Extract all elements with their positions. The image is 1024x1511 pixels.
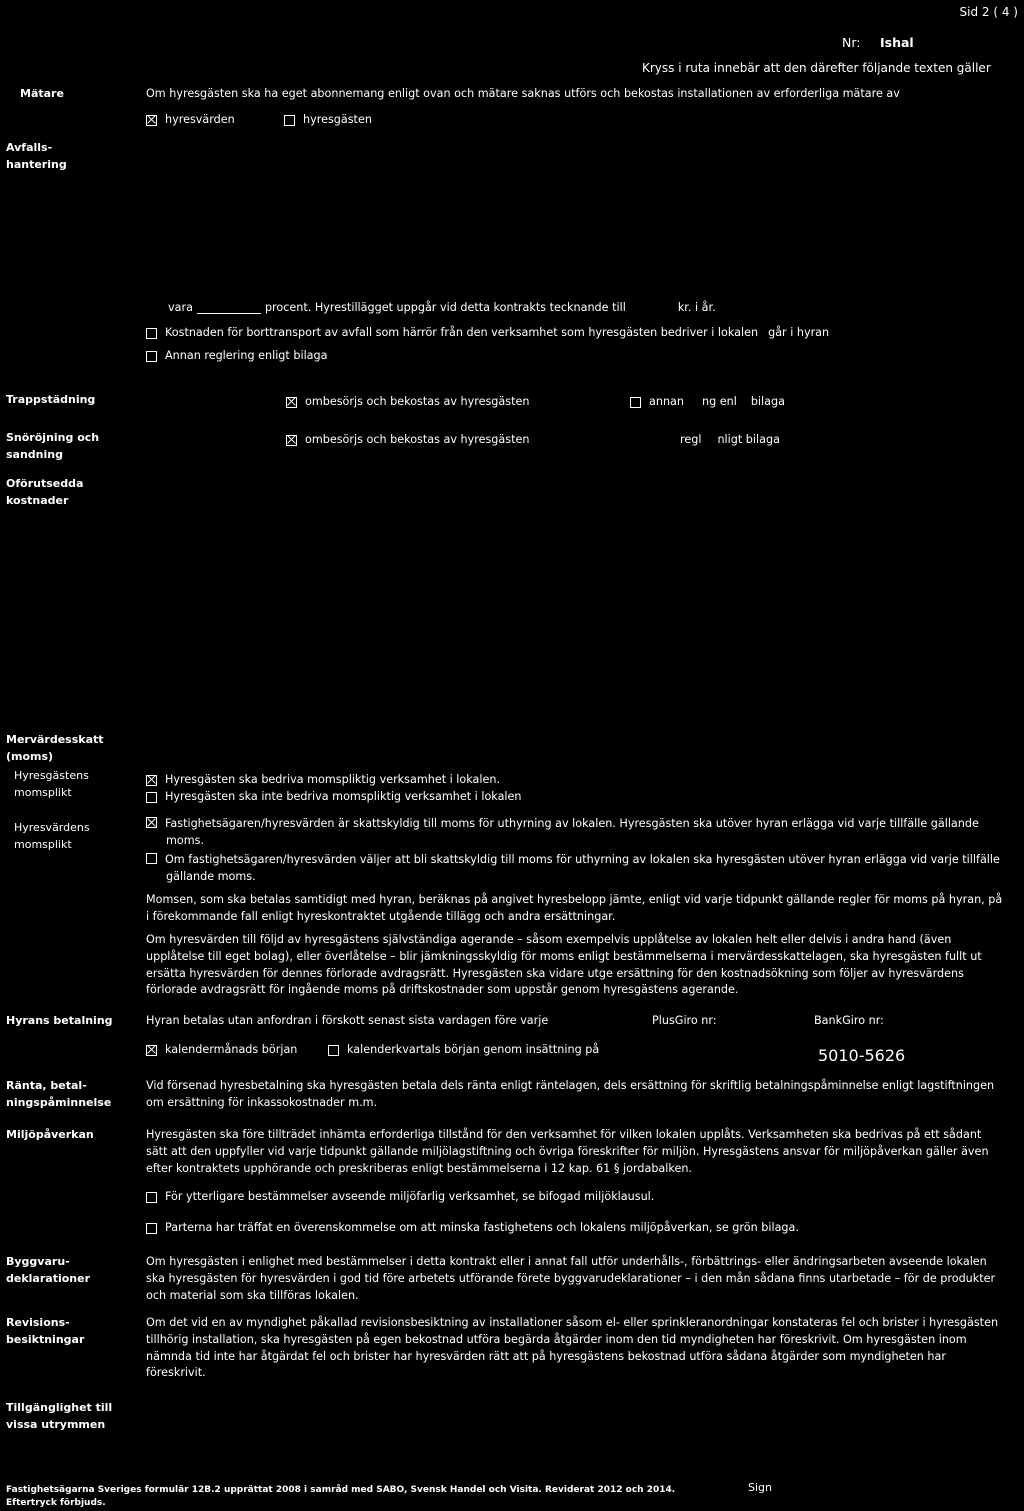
waste-percent-text: procent. Hyrestillägget uppgår vid detta kontrakts tecknande till [264,301,626,314]
vat-tenant-opt2-label: Hyresgästen ska inte bedriva momspliktig verksamhet i lokalen [165,790,522,803]
footer-copy: Eftertryck förbjuds. [6,1498,106,1508]
environment-opt1-checkbox[interactable] [146,1192,157,1203]
unforeseen-label: Oförutsedda kostnader [6,477,84,507]
vat-label: Mervärdesskatt (moms) [6,733,104,763]
environment-label: Miljöpåverkan [6,1128,94,1141]
environment-text: Hyresgästen ska före tillträdet inhämta erforderliga tillstånd för den verksamhet för vilken lokalen upplåts. Verksamheten ska bedrivas på ett sådant sätt att den uppfyller vid varje tidpunkt gällande miljölagstiftning och övriga föreskrifter för miljön. Hyresgästens ansvar för miljöpåverkan gäller även efter kontraktets upphörande och preskriberas enligt bestämmelserna i 12 kap. 61 § jordabalken. [146,1128,989,1175]
bankgiro-label: BankGiro nr: [814,1014,884,1027]
waste-other-label: Annan reglering enligt bilaga [165,349,328,362]
vat-landlord-opt2-label: Om fastighetsägaren/hyresvärden väljer att bli skattskyldig till moms för uthyrning av lokalen ska hyresgästen utöver hyran erlägga vid varje tillfälle gällande moms. [165,853,1000,883]
page-number: Sid 2 ( 4 ) [959,5,1018,19]
snow-other-label: regl [680,433,702,446]
payment-month-checkbox[interactable] [146,1045,157,1056]
stairs-other-checkbox[interactable] [630,397,641,408]
footer-text: Fastighetsägarna Sveriges formulär 12B.2 upprättat 2008 i samråd med SABO, Svensk Handel och Visita. Reviderat 2012 och 2014. [6,1485,676,1495]
stairs-tenant-label: ombesörjs och bekostas av hyresgästen [305,395,530,408]
interest-text: Vid försenad hyresbetalning ska hyresgästen betala dels ränta enligt räntelagen, dels ersättning för skriftlig betalningspåminnelse enligt lagstiftningen om ersättning för inkassokostnader m.m. [146,1079,995,1109]
waste-vara: vara [168,301,193,314]
waste-cost-suffix: går i hyran [768,326,830,339]
vat-landlord-opt2 [146,852,1004,886]
inspection-text: Om det vid en av myndighet påkallad revisionsbesiktning av installationer såsom el- eller sprinkleranordningar konstateras fel och brister i hyresgästen tillhörig installation, ska hyresgästen på egen bekostnad utföra begärda åtgärder inom den tid myndigheten har föreskrivit. Om hyresgästen inom nämnda tid inte har åtgärdat fel och brister har hyresvärden rätt att på hyresgästens bekostnad utföra sådana åtgärder som myndigheten har föreskrivit. [146,1316,999,1380]
building-label: Byggvaru- deklarationer [6,1255,90,1285]
payment-text: Hyran betalas utan anfordran i förskott senast sista vardagen före varje [146,1014,549,1027]
building-text: Om hyresgästen i enlighet med bestämmelser i detta kontrakt eller i annat fall utför underhålls-, förbättrings- eller ändringsarbeten avseende lokalen ska hyresgästen för hyresvärden i god tid före arbetets utförande förete byggvarudeklarationer – i den mån sådana finns utarbetade – för de produkter och material som ska tillföras lokalen. [146,1255,996,1302]
vat-tenant-opt1-label: Hyresgästen ska bedriva momspliktig verksamhet i lokalen. [165,773,501,786]
payment-quarter-checkbox[interactable] [328,1045,339,1056]
waste-cost-label: Kostnaden för borttransport av avfall som härrör från den verksamhet som hyresgästen bedriver i lokalen [165,326,759,339]
snow-other-rest: nligt bilaga [717,433,780,446]
vat-tenant-opt1-checkbox[interactable] [146,775,157,786]
stairs-other-label: annan [649,395,684,408]
snow-label: Snöröjning och sandning [6,431,100,461]
access-label: Tillgänglighet till vissa utrymmen [6,1401,113,1431]
vat-landlord-opt1 [146,816,1004,850]
meter-landlord-checkbox[interactable] [146,115,157,126]
payment-label: Hyrans betalning [6,1014,113,1027]
legend-text: Kryss i ruta innebär att den därefter följande texten gäller [642,61,991,75]
snow-tenant-label: ombesörjs och bekostas av hyresgästen [305,433,530,446]
waste-other-checkbox[interactable] [146,351,157,362]
waste-percent-field[interactable] [197,303,261,314]
vat-tenant-label: Hyresgästens momsplikt [14,769,89,799]
stairs-other-rest: ng enl [701,395,737,408]
vat-para1: Momsen, som ska betalas samtidigt med hyran, beräknas på angivet hyresbelopp jämte, enligt vid varje tidpunkt gällande regler för moms på hyran, på i förekommande fall enligt hyreskontraktet utgående tillägg och andra ersättningar. [146,893,1003,923]
vat-landlord-opt1-label: Fastighetsägaren/hyresvärden är skattskyldig till moms för uthyrning av lokalen. Hyresgästen ska utöver hyran erlägga vid varje tillfälle gällande moms. [165,817,979,847]
vat-landlord-opt2-checkbox[interactable] [146,853,157,864]
meter-landlord-label: hyresvärden [165,113,235,126]
waste-cost-checkbox[interactable] [146,328,157,339]
environment-opt2-label: Parterna har träffat en överenskommelse om att minska fastighetens och lokalens miljöpåverkan, se grön bilaga. [165,1221,799,1234]
waste-label: Avfalls- hantering [6,141,67,171]
payment-quarter-label: kalenderkvartals början genom insättning på [347,1043,600,1056]
stairs-label: Trappstädning [6,393,96,406]
footer-sign: Sign [748,1481,772,1494]
bankgiro-value: 5010-5626 [818,1046,906,1065]
nr-label: Nr: [842,35,861,50]
vat-tenant-opt2-checkbox[interactable] [146,792,157,803]
environment-opt1-label: För ytterligare bestämmelser avseende miljöfarlig verksamhet, se bifogad miljöklausul. [165,1190,655,1203]
meter-tenant-checkbox[interactable] [284,115,295,126]
plusgiro-label: PlusGiro nr: [652,1014,717,1027]
vat-landlord-opt1-checkbox[interactable] [146,817,157,828]
interest-label: Ränta, betal- ningspåminnelse [6,1079,112,1109]
stairs-other-bilaga: bilaga [750,395,785,408]
meter-tenant-label: hyresgästen [303,113,372,126]
stairs-tenant-checkbox[interactable] [286,397,297,408]
meter-text: Om hyresgästen ska ha eget abonnemang enligt ovan och mätare saknas utförs och bekostas installationen av erforderliga mätare av [146,87,900,100]
vat-landlord-label: Hyresvärdens momsplikt [14,821,90,851]
meter-label: Mätare [20,87,64,100]
inspection-label: Revisions- besiktningar [6,1316,85,1346]
environment-opt2-checkbox[interactable] [146,1223,157,1234]
vat-para2: Om hyresvärden till följd av hyresgästens självständiga agerande – såsom exempelvis upplåtelse av lokalen helt eller delvis i andra hand (även upplåtelse till eget bolag), eller överlåtelse – blir jämkningsskyldig för moms enligt bestämmelserna i mervärdesskattelagen, ska hyresgästen fullt ut ersätta hyresvärden för dennes förlorade avdragsrätt. Hyresgästen ska vidare utge ersättning för den kostnadsökning som följer av hyresvärdens förlorade avdragsrätt för ingående moms på driftskostnader som uppstår genom hyresgästens agerande. [146,933,982,997]
payment-month-label: kalendermånads början [165,1043,298,1056]
nr-value: Ishal [880,35,914,50]
waste-kr-text: kr. i år. [677,301,716,314]
snow-tenant-checkbox[interactable] [286,435,297,446]
